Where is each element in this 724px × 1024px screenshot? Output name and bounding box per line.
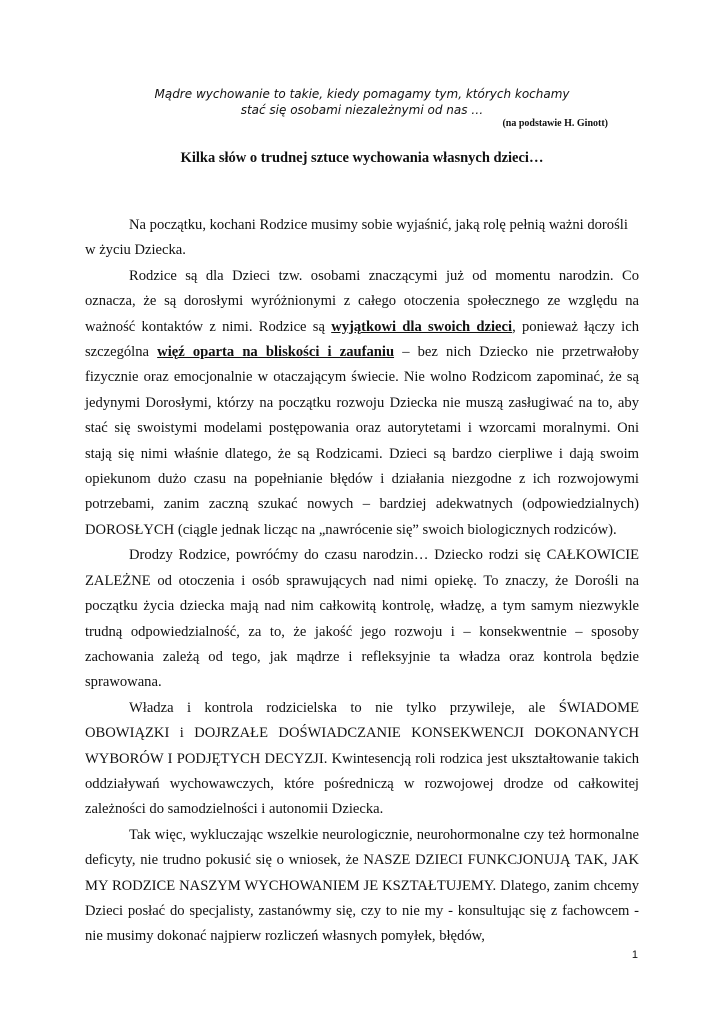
- emphasis-exceptional-for-children: wyjątkowi dla swoich dzieci: [331, 318, 513, 335]
- motto-line-1: Mądre wychowanie to takie, kiedy pomagamy tym, których kochamy: [154, 87, 570, 101]
- emphasis-bond-closeness-trust: więź oparta na bliskości i zaufaniu: [157, 344, 395, 361]
- paragraph-4: Władza i kontrola rodzicielska to nie tylko przywileje, ale ŚWIADOME OBOWIĄZKI i DOJRZAŁE DOŚWIADCZANIE KONSEKWENCJI DOKONANYCH WYBORÓW I PODJĘTYCH DECYZJI. Kwintesencją roli rodzica jest ukształtowanie takich oddziaływań wychowawczych, które pośredniczą w rozwojowej drodze od całkowitej zależności do samodzielności i autonomii Dziecka.: [85, 699, 639, 818]
- paragraph-5: Tak więc, wykluczając wszelkie neurologicznie, neurohormonalne czy też hormonalne deficyty, nie trudno pokusić się o wniosek, że NASZE DZIECI FUNKCJONUJĄ TAK, JAK MY RODZICE NASZYM WYCHOWANIEM JE KSZTAŁTUJEMY. Dlatego, zanim chcemy Dzieci posłać do specjalisty, zastanówmy się, czy to nie my - konsultując się z fachowcem - nie musimy dokonać najpierw rozliczeń własnych pomyłek, błędów,: [85, 826, 639, 945]
- paragraph-2: [85, 264, 639, 543]
- paragraph-2-text-a: Rodzice są dla Dzieci tzw. osobami znaczącymi już od momentu narodzin. Co oznacza, że są dorosłymi wyróżnionymi z całego otoczenia społecznego ze względu na ważność kontaktów z nimi. Rodzice są: [85, 267, 639, 335]
- page-number: 1: [631, 949, 638, 961]
- motto-line-2: stać się osobami niezależnymi od nas …: [240, 103, 484, 117]
- document-heading: Kilka słów o trudnej sztuce wychowania własnych dzieci…: [180, 150, 544, 166]
- paragraph-3: Drodzy Rodzice, powróćmy do czasu narodzin… Dziecko rodzi się CAŁKOWICIE ZALEŻNE od otoczenia i osób sprawujących nad nimi opiekę. To znaczy, że Dorośli na początku życia dziecka mają nad nim całkowitą kontrolę, władzę, a tym samym niezwykle trudną odpowiedzialność, za to, że jakość jego rozwoju i – konsekwentnie – sposoby zachowania zależą od tego, jak mądrze i refleksyjnie ta władza oraz kontrola będzie sprawowana.: [85, 547, 639, 691]
- paragraph-2-text-e: – bez nich Dziecko nie przetrwałoby fizycznie oraz emocjonalnie w otaczającym świecie. Nie wolno Rodzicom zapominać, że są jedynymi Dorosłymi, którzy na początku rozwoju Dziecka nie muszą zasługiwać na to, aby stać się swoistymi modelami postępowania oraz autorytetami i wzorcami moralnymi. Oni stają się nimi właśnie dlatego, że są Rodzicami. Dzieci są bardzo cierpliwe i dają swoim opiekunom dużo czasu na popełnianie błędów i działania niezgodne z ich rozwojowymi potrzebami, zanim zaczną szukać nowych – bardziej adekwatnych (odpowiedzialnych) DOROSŁYCH (ciągle jednak licząc na „nawrócenie się” swoich biologicznych rodziców).: [85, 344, 639, 538]
- document-body: [85, 213, 639, 950]
- motto-attribution: (na podstawie H. Ginott): [502, 118, 608, 129]
- paragraph-2-text-c: , ponieważ łączy ich szczególna: [85, 318, 639, 361]
- motto-quote: [0, 86, 724, 118]
- paragraph-1: Na początku, kochani Rodzice musimy sobie wyjaśnić, jaką rolę pełnią ważni dorośli w życiu Dziecka.: [85, 217, 628, 259]
